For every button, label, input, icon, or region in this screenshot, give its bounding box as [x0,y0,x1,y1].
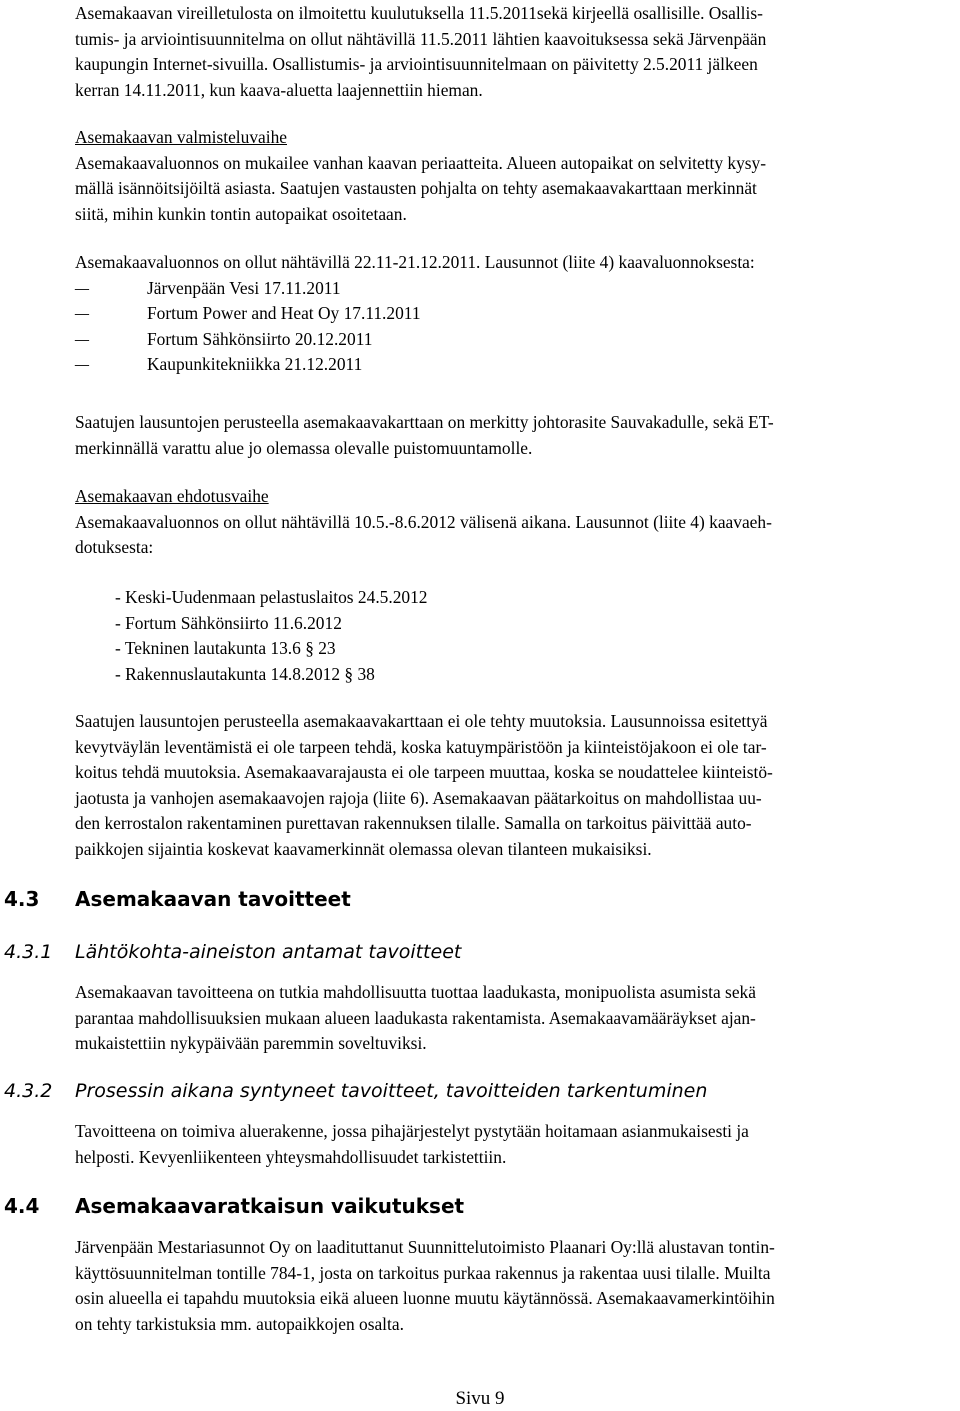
valmistelu-para2: Asemakaavaluonnos on ollut nähtävillä 22.11-21.12.2011. Lausunnot (liite 4) kaavaluonnoksesta: [75,252,755,272]
list-item: - Tekninen lautakunta 13.6 § 23 [115,638,336,659]
section-body-4-3-2 [75,1119,955,1170]
valmistelu-section [75,125,955,227]
intro-line: Asemakaavan vireilletulosta on ilmoitettu kuulutuksella 11.5.2011sekä kirjeellä osallisille. Osallis- [75,3,763,23]
page-number: Sivu 9 [455,1388,505,1409]
body-line: helposti. Kevyenliikenteen yhteysmahdollisuudet tarkistettiin. [75,1146,507,1167]
ehdotus-statements [75,585,955,687]
section-number: 4.3.2 [4,1080,53,1102]
section-heading-4-3-1 [0,939,461,965]
list-item: – Järvenpään Vesi 17.11.2011 [75,276,955,302]
section-body-4-4 [75,1235,955,1337]
ehdotus-line: jaotusta ja vanhojen asemakaavojen rajoja (liite 6). Asemakaavan päätarkoitus on mahdollistaa uu- [75,787,762,808]
valmistelu-line: Asemakaavaluonnos on mukailee vanhan kaavan periaatteita. Alueen autopaikat on selvitetty kysy- [75,152,767,173]
intro-line: kaupungin Internet-sivuilla. Osallistumis- ja arviointisuunnitelmaan on päivitetty 2.5.2011 jälkeen [75,54,758,75]
section-heading-4-4 [0,1193,464,1219]
body-line: käyttösuunnitelman tontille 784-1, josta on tarkoitus purkaa rakennus ja rakentaa uusi tilalle. Muilta [75,1262,771,1283]
section-heading-4-3-2 [0,1078,707,1104]
intro-line: tumis- ja arviointisuunnitelma on ollut nähtävillä 11.5.2011 lähtien kaavoituksessa sekä Järvenpään [75,28,767,49]
list-item: - Keski-Uudenmaan pelastuslaitos 24.5.2012 [115,587,428,607]
ehdotus-line: paikkojen sijaintia koskevat kaavamerkinnät olemassa olevan tilanteen mukaisiksi. [75,838,652,859]
list-item: - Rakennuslautakunta 14.8.2012 § 38 [115,663,375,684]
ehdotus-conclusion [75,709,955,863]
body-line: Asemakaavan tavoitteena on tutkia mahdollisuutta tuottaa laadukasta, monipuolista asumista sekä [75,982,756,1002]
body-line: parantaa mahdollisuuksien mukaan alueen laadukasta rakentamista. Asemakaavamääräykset ajan- [75,1007,756,1028]
ehdotus-heading: Asemakaavan ehdotusvaihe [75,486,269,506]
section-title: Asemakaavaratkaisun vaikutukset [75,1194,465,1218]
list-item: – Fortum Power and Heat Oy 17.11.2011 [75,301,955,327]
statement-list [75,276,955,378]
body-line: Järvenpään Mestariasunnot Oy on laadituttanut Suunnittelutoimisto Plaanari Oy:llä alustavan tontin- [75,1237,775,1257]
list-item: - Fortum Sähkönsiirto 11.6.2012 [115,612,342,633]
intro-paragraph [75,1,955,103]
intro-line: kerran 14.11.2011, kun kaava-aluetta laajennettiin hieman. [75,79,483,100]
ehdotus-line: Asemakaavaluonnos on ollut nähtävillä 10.5.-8.6.2012 välisenä aikana. Lausunnot (liite 4) kaavaeh- [75,511,772,532]
body-line: Tavoitteena on toimiva aluerakenne, jossa pihajärjestelyt pystytään hoitamaan asianmukaisesti ja [75,1121,749,1141]
valmistelu-line: mällä isännöitsijöiltä asiasta. Saatujen vastausten pohjalta on tehty asemakaavakarttaan merkinnät [75,178,757,199]
valmistelu-line: siitä, mihin kunkin tontin autopaikat osoitetaan. [75,203,407,224]
valmistelu-line: Saatujen lausuntojen perusteella asemakaavakarttaan on merkitty johtorasite Sauvakadulle, sekä ET- [75,412,774,432]
section-title: Asemakaavan tavoitteet [75,887,351,911]
ehdotus-line: den kerrostalon rakentaminen purettavan rakennuksen tilalle. Samalla on tarkoitus päivittää auto- [75,813,752,834]
list-item: – Fortum Sähkönsiirto 20.12.2011 [75,327,955,353]
body-line: mukaistettiin nykypäivään paremmin soveltuviksi. [75,1033,427,1054]
section-title: Prosessin aikana syntyneet tavoitteet, tavoitteiden tarkentuminen [75,1080,708,1102]
body-line: osin alueella ei tapahdu muutoksia eikä alueen luonne muutu käytännössä. Asemakaavamerkintöihin [75,1288,775,1309]
statement-list [75,585,955,687]
section-heading-4-3 [0,886,351,912]
valmistelu-conclusion [75,410,955,461]
body-line: on tehty tarkistuksia mm. autopaikkojen osalta. [75,1313,404,1334]
ehdotus-line: koitus tehdä muutoksia. Asemakaavarajausta ei ole tarpeen muuttaa, koska se noudattelee kiinteistö- [75,762,773,783]
valmistelu-heading: Asemakaavan valmisteluvaihe [75,127,287,147]
section-number: 4.4 [4,1194,40,1218]
section-number: 4.3.1 [4,941,53,963]
valmistelu-line: merkinnällä varattu alue jo olemassa olevalle puistomuuntamolle. [75,437,533,458]
section-number: 4.3 [4,887,40,911]
ehdotus-section [75,484,955,561]
ehdotus-line: Saatujen lausuntojen perusteella asemakaavakarttaan ei ole tehty muutoksia. Lausunnoissa esitettyä [75,711,768,731]
ehdotus-line: dotuksesta: [75,537,154,558]
ehdotus-line: kevytväylän leventämistä ei ole tarpeen tehdä, koska katuympäristöön ja kiinteistöjakoon ei ole tar- [75,736,767,757]
valmistelu-statements [75,250,955,378]
list-item: – Kaupunkitekniikka 21.12.2011 [75,352,955,378]
section-title: Lähtökohta-aineiston antamat tavoitteet [75,941,462,963]
section-body-4-3-1 [75,980,955,1057]
